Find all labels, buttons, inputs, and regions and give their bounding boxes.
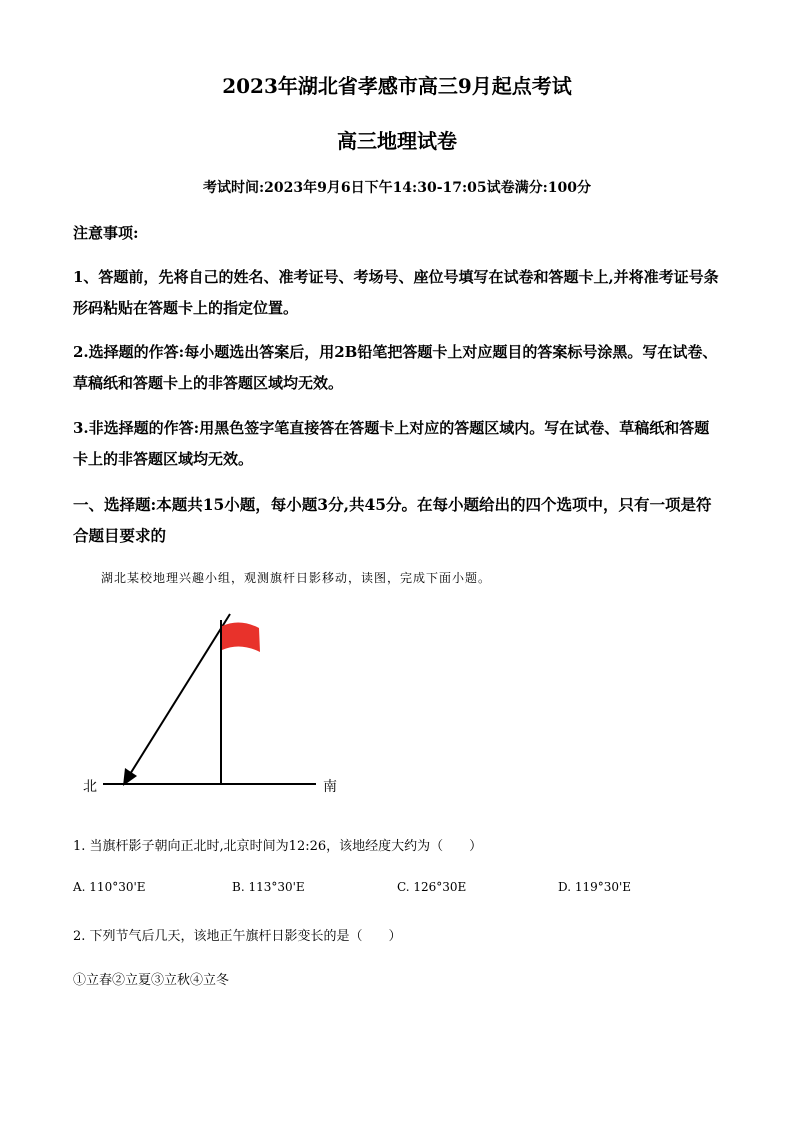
exam-subtitle: 高三地理试卷 bbox=[337, 129, 457, 153]
south-label: 南 bbox=[323, 779, 337, 795]
exam-title: 2023年湖北省孝感市高三9月起点考试 bbox=[222, 74, 572, 98]
flagpole-shadow-diagram bbox=[70, 608, 360, 803]
note-item-2: 2.选择题的作答:每小题选出答案后，用2B铅笔把答题卡上对应题目的答案标号涂黑。写在试卷、草稿纸和答题卡上的非答题区域均无效。 bbox=[73, 343, 718, 392]
exam-info: 考试时间:2023年9月6日下午14:30-17:05试卷满分:100分 bbox=[202, 180, 592, 196]
question-1-option-b: B. 113°30'E bbox=[232, 880, 305, 894]
red-flag-icon bbox=[222, 622, 260, 652]
question-1-option-c: C. 126°30E bbox=[397, 880, 467, 894]
north-label: 北 bbox=[83, 779, 97, 795]
sun-ray-line bbox=[127, 614, 230, 779]
section-heading: 一、选择题:本题共15小题，每小题3分,共45分。在每小题给出的四个选项中，只有一项是符合题目要求的 bbox=[73, 495, 712, 545]
question-1-option-d: D. 119°30'E bbox=[558, 880, 632, 894]
question-intro: 湖北某校地理兴趣小组，观测旗杆日影移动，读图，完成下面小题。 bbox=[101, 571, 492, 585]
question-1-option-a: A. 110°30'E bbox=[73, 880, 146, 894]
note-item-1: 1、答题前，先将自己的姓名、准考证号、考场号、座位号填写在试卷和答题卡上,并将准考证号条形码粘贴在答题卡上的指定位置。 bbox=[73, 268, 719, 317]
note-item-3: 3.非选择题的作答:用黑色签字笔直接答在答题卡上对应的答题区域内。写在试卷、草稿纸和答题卡上的非答题区域均无效。 bbox=[73, 419, 710, 468]
notes-heading: 注意事项: bbox=[73, 224, 139, 242]
question-2-options: ①立春②立夏③立秋④立冬 bbox=[73, 973, 230, 988]
question-2-text: 2. 下列节气后几天，该地正午旗杆日影变长的是（ ） bbox=[73, 929, 402, 944]
question-1-text: 1. 当旗杆影子朝向正北时,北京时间为12:26，该地经度大约为（ ） bbox=[73, 839, 483, 854]
